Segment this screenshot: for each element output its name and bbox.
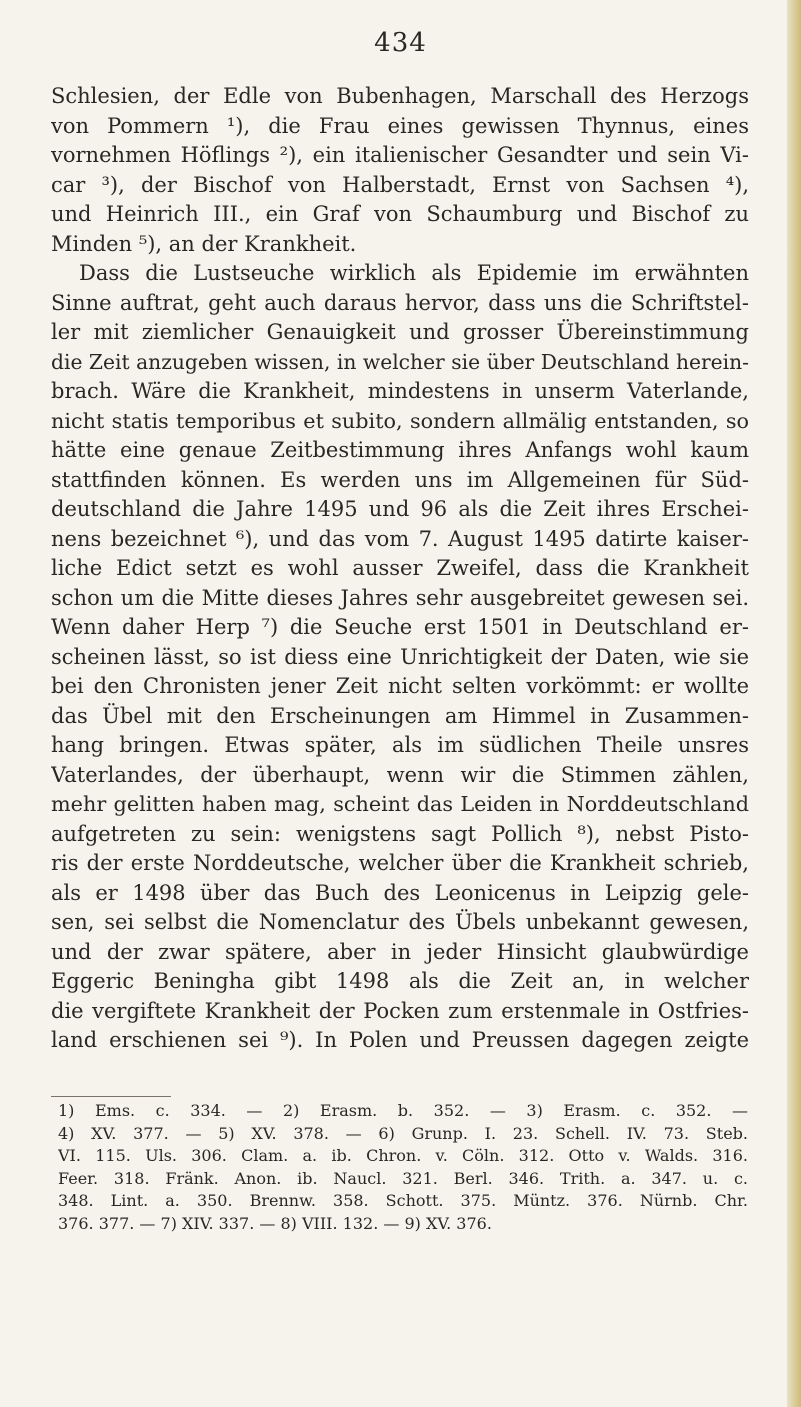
text-line: von Pommern ¹), die Frau eines gewissen Thynnus, eines bbox=[51, 113, 749, 138]
text-line: Eggeric Beningha gibt 1498 als die Zeit an, in welcher bbox=[51, 969, 749, 993]
body-text bbox=[51, 82, 749, 1056]
text-line: stattfinden können. Es werden uns im Allgemeinen für Süd- bbox=[51, 467, 749, 492]
text-line: und der zwar spätere, aber in jeder Hinsicht glaubwürdige bbox=[51, 939, 749, 964]
text-line: nens bezeichnet ⁶), und das vom 7. August 1495 datirte kaiser- bbox=[51, 526, 749, 551]
footnotes bbox=[58, 1100, 748, 1235]
text-line: brach. Wäre die Krankheit, mindestens in unserm Vaterlande, bbox=[51, 379, 749, 403]
page-edge bbox=[787, 0, 801, 1407]
text-line: Dass die Lustseuche wirklich als Epidemie im erwähnten bbox=[79, 261, 749, 285]
text-line: schon um die Mitte dieses Jahres sehr ausgebreitet gewesen sei. bbox=[51, 585, 749, 610]
footnote-line: 376. 377. — 7) XIV. 337. — 8) VIII. 132. — 9) XV. 376. bbox=[58, 1213, 492, 1233]
text-line: aufgetreten zu sein: wenigstens sagt Pollich ⁸), nebst Pisto- bbox=[51, 821, 749, 846]
footnote-line: 1) Ems. c. 334. — 2) Erasm. b. 352. — 3) Erasm. c. 352. — bbox=[58, 1101, 748, 1120]
footnote-line: Feer. 318. Fränk. Anon. ib. Naucl. 321. Berl. 346. Trith. a. 347. u. c. bbox=[58, 1168, 748, 1188]
text-line: und Heinrich III., ein Graf von Schaumburg und Bischof zu bbox=[51, 202, 749, 226]
text-line: Minden ⁵), an der Krankheit. bbox=[51, 231, 357, 256]
text-line: die Zeit anzugeben wissen, in welcher sie über Deutschland herein- bbox=[51, 349, 749, 374]
text-line: Schlesien, der Edle von Bubenhagen, Marschall des Herzogs bbox=[51, 84, 749, 108]
text-line: das Übel mit den Erscheinungen am Himmel in Zusammen- bbox=[51, 703, 749, 728]
text-line: als er 1498 über das Buch des Leonicenus in Leipzig gele- bbox=[51, 880, 749, 905]
text-line: hätte eine genaue Zeitbestimmung ihres Anfangs wohl kaum bbox=[51, 438, 749, 462]
text-line: liche Edict setzt es wohl ausser Zweifel, dass die Krankheit bbox=[51, 556, 749, 580]
text-line: sen, sei selbst die Nomenclatur des Übels unbekannt gewesen, bbox=[51, 910, 749, 934]
text-line: scheinen lässt, so ist diess eine Unrichtigkeit der Daten, wie sie bbox=[51, 644, 749, 669]
text-line: ler mit ziemlicher Genauigkeit und grosser Übereinstimmung bbox=[51, 320, 749, 344]
text-line: vornehmen Höflings ²), ein italienischer Gesandter und sein Vi- bbox=[51, 143, 749, 167]
text-line: Wenn daher Herp ⁷) die Seuche erst 1501 in Deutschland er- bbox=[51, 615, 749, 639]
page-number: 434 bbox=[374, 28, 427, 58]
text-line: Vaterlandes, der überhaupt, wenn wir die Stimmen zählen, bbox=[51, 762, 749, 787]
text-line: mehr gelitten haben mag, scheint das Leiden in Norddeutschland bbox=[51, 792, 749, 816]
text-line: land erschienen sei ⁹). In Polen und Preussen dagegen zeigte bbox=[51, 1028, 749, 1052]
text-line: hang bringen. Etwas später, als im südlichen Theile unsres bbox=[51, 733, 749, 757]
footnote-line: 348. Lint. a. 350. Brennw. 358. Schott. 375. Müntz. 376. Nürnb. Chr. bbox=[58, 1191, 748, 1210]
text-line: nicht statis temporibus et subito, sondern allmälig entstanden, so bbox=[51, 408, 749, 433]
text-line: die vergiftete Krankheit der Pocken zum erstenmale in Ostfries- bbox=[51, 998, 749, 1023]
footnote-line: VI. 115. Uls. 306. Clam. a. ib. Chron. v. Cöln. 312. Otto v. Walds. 316. bbox=[58, 1146, 748, 1165]
text-line: deutschland die Jahre 1495 und 96 als die Zeit ihres Erschei- bbox=[51, 497, 749, 521]
footnote-rule bbox=[51, 1096, 171, 1097]
text-line: Sinne auftrat, geht auch daraus hervor, dass uns die Schriftstel- bbox=[51, 290, 749, 315]
footnote-line: 4) XV. 377. — 5) XV. 378. — 6) Grunp. I. 23. Schell. IV. 73. Steb. bbox=[58, 1123, 748, 1143]
text-line: bei den Chronisten jener Zeit nicht selten vorkömmt: er wollte bbox=[51, 674, 749, 698]
text-line: ris der erste Norddeutsche, welcher über die Krankheit schrieb, bbox=[51, 851, 749, 875]
text-line: car ³), der Bischof von Halberstadt, Ernst von Sachsen ⁴), bbox=[51, 172, 749, 197]
